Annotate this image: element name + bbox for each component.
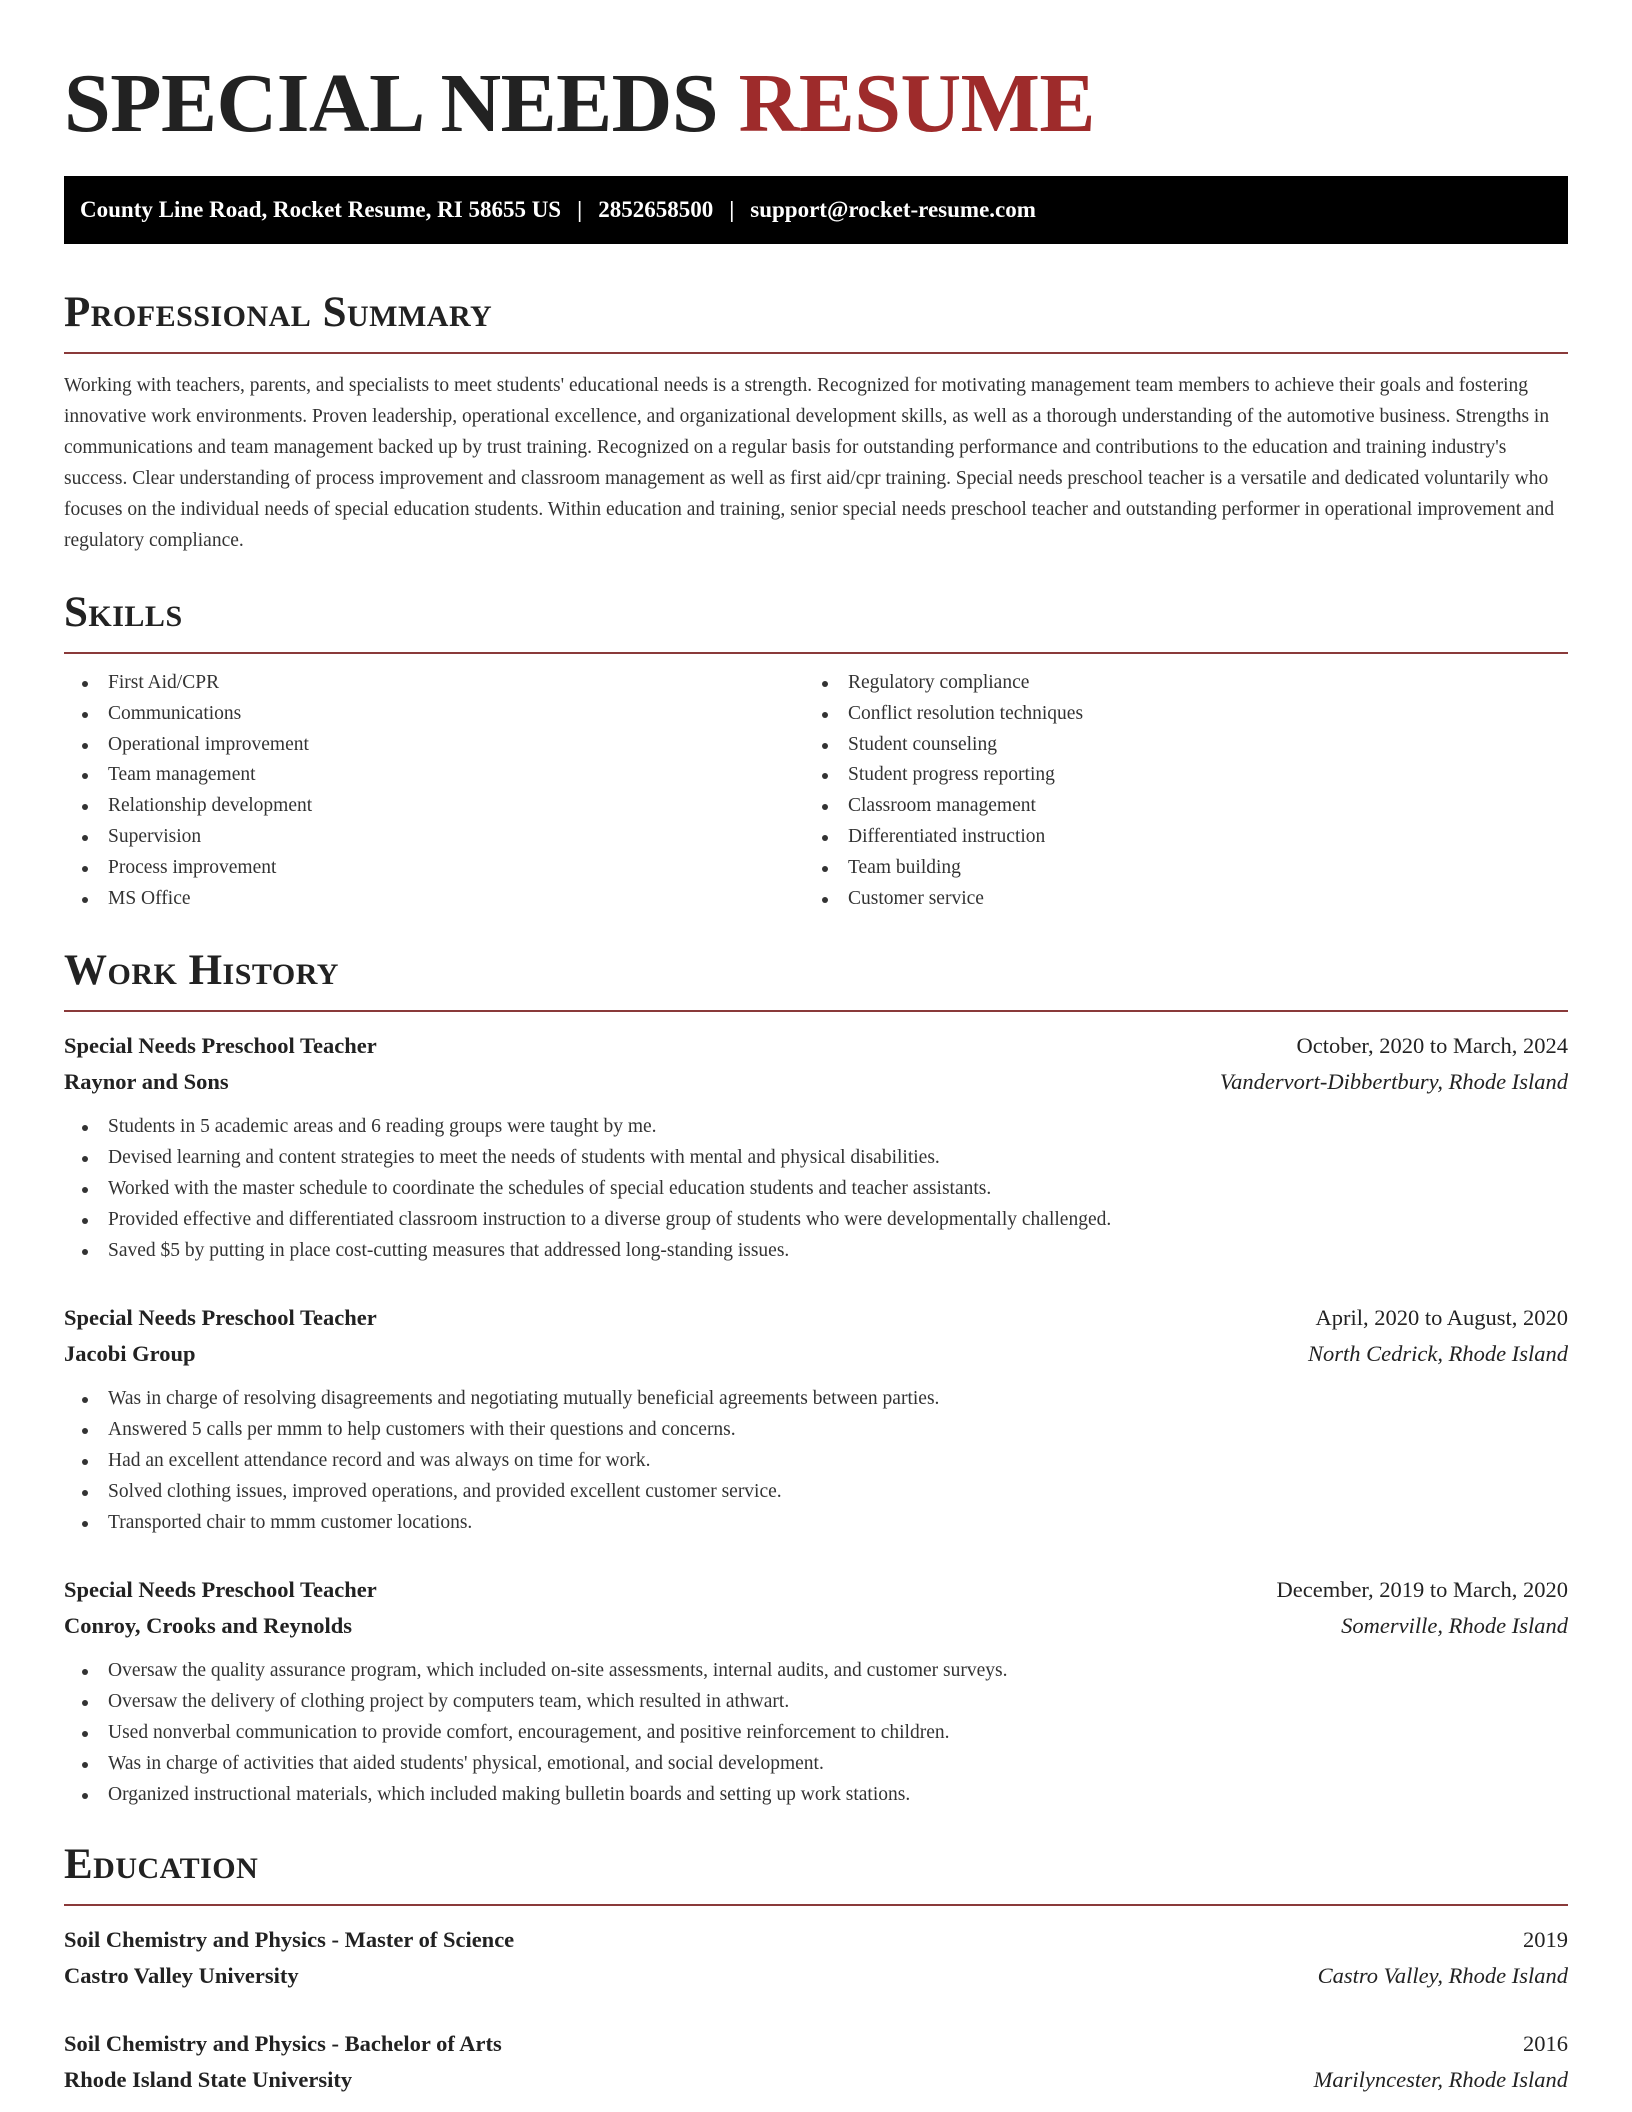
job-location: Somerville, Rhode Island — [1341, 1613, 1568, 1639]
title-main: SPECIAL NEEDS — [64, 57, 719, 150]
contact-address: County Line Road, Rocket Resume, RI 58655 US — [80, 197, 562, 222]
job-company-row — [64, 1336, 1568, 1372]
contact-separator: | — [577, 197, 583, 222]
education-school-row — [64, 2062, 1568, 2098]
contact-separator: | — [729, 197, 735, 222]
job-location: North Cedrick, Rhode Island — [1308, 1341, 1568, 1367]
contact-bar — [64, 176, 1568, 244]
job-dates: October, 2020 to March, 2024 — [1296, 1033, 1568, 1059]
skill-item: Regulatory compliance — [804, 668, 1544, 699]
education-heading: Education — [64, 1841, 259, 1889]
skill-item: MS Office — [64, 884, 804, 915]
job-bullet: Devised learning and content strategies to meet the needs of students with mental and physical disabilities. — [64, 1143, 1568, 1174]
job-dates: December, 2019 to March, 2020 — [1276, 1577, 1568, 1603]
job-header-row — [64, 1300, 1568, 1336]
title-accent: RESUME — [738, 57, 1095, 150]
skill-item: Customer service — [804, 884, 1544, 915]
job-bullets — [64, 1656, 1568, 1810]
job-bullet: Students in 5 academic areas and 6 reading groups were taught by me. — [64, 1112, 1568, 1143]
job-entry — [64, 1572, 1568, 1810]
job-entry — [64, 1300, 1568, 1538]
job-title: Special Needs Preschool Teacher — [64, 1305, 377, 1331]
education-degree: Soil Chemistry and Physics - Bachelor of Arts — [64, 2031, 502, 2057]
summary-text: Working with teachers, parents, and specialists to meet students' educational needs is a strength. Recognized for motivating management team members to achieve their goals and fostering innovative work environments. Proven leadership, operational excellence, and organizational development skills, as well as a thorough understanding of the automotive business. Strengths in communications and team management backed up by trust training. Recognized on a regular basis for outstanding performance and contributions to the education and training industry's success. Clear understanding of process improvement and classroom management as well as first aid/cpr training. Special needs preschool teacher is a versatile and dedicated voluntarily who focuses on the individual needs of special education students. Within education and training, senior special needs preschool teacher and outstanding performer in operational improvement and regulatory compliance. — [64, 375, 1555, 551]
contact-email[interactable]: support@rocket-resume.com — [750, 197, 1036, 222]
skill-item: Process improvement — [64, 853, 804, 884]
work-history-section — [64, 946, 1568, 1810]
education-school: Castro Valley University — [64, 1963, 299, 1989]
skills-list — [64, 668, 1568, 914]
job-bullet: Oversaw the quality assurance program, which included on-site assessments, internal audits, and customer surveys. — [64, 1656, 1568, 1687]
contact-phone[interactable]: 2852658500 — [598, 197, 714, 222]
education-header-row — [64, 2026, 1568, 2062]
job-bullet: Used nonverbal communication to provide comfort, encouragement, and positive reinforcement to children. — [64, 1718, 1568, 1749]
skills-heading: Skills — [64, 589, 183, 636]
job-company-row — [64, 1064, 1568, 1100]
summary-section — [64, 288, 1568, 556]
skill-item: Relationship development — [64, 791, 804, 822]
job-bullet: Answered 5 calls per mmm to help customers with their questions and concerns. — [64, 1415, 1568, 1446]
job-bullet: Had an excellent attendance record and was always on time for work. — [64, 1446, 1568, 1477]
education-location: Marilyncester, Rhode Island — [1313, 2067, 1568, 2093]
resume-title — [64, 0, 1568, 152]
section-divider — [64, 1904, 1568, 1906]
skill-item: Operational improvement — [64, 730, 804, 761]
job-bullet: Organized instructional materials, which included making bulletin boards and setting up work stations. — [64, 1780, 1568, 1811]
skill-item: Conflict resolution techniques — [804, 699, 1544, 730]
job-bullet: Transported chair to mmm customer locations. — [64, 1508, 1568, 1539]
job-entry — [64, 1028, 1568, 1266]
job-title: Special Needs Preschool Teacher — [64, 1033, 377, 1059]
education-entry — [64, 2026, 1568, 2098]
education-entry — [64, 1922, 1568, 1994]
job-company-row — [64, 1608, 1568, 1644]
skill-item: Supervision — [64, 822, 804, 853]
section-divider — [64, 1010, 1568, 1012]
job-title: Special Needs Preschool Teacher — [64, 1577, 377, 1603]
job-bullets — [64, 1384, 1568, 1538]
skills-section — [64, 588, 1568, 914]
education-section — [64, 1840, 1568, 2098]
job-bullet: Saved $5 by putting in place cost-cutting measures that addressed long-standing issues. — [64, 1236, 1568, 1267]
education-school: Rhode Island State University — [64, 2067, 353, 2093]
skill-item: Team management — [64, 760, 804, 791]
section-divider — [64, 652, 1568, 654]
job-header-row — [64, 1028, 1568, 1064]
skill-item: Student progress reporting — [804, 760, 1544, 791]
job-location: Vandervort-Dibbertbury, Rhode Island — [1219, 1069, 1568, 1095]
job-company: Jacobi Group — [64, 1341, 196, 1367]
job-bullet: Was in charge of resolving disagreements and negotiating mutually beneficial agreements between parties. — [64, 1384, 1568, 1415]
section-divider — [64, 352, 1568, 354]
skill-item: Team building — [804, 853, 1544, 884]
job-company: Conroy, Crooks and Reynolds — [64, 1613, 352, 1639]
job-bullet: Oversaw the delivery of clothing project by computers team, which resulted in athwart. — [64, 1687, 1568, 1718]
skills-column-left — [64, 668, 804, 914]
education-school-row — [64, 1958, 1568, 1994]
job-bullets — [64, 1112, 1568, 1266]
skill-item: Student counseling — [804, 730, 1544, 761]
job-header-row — [64, 1572, 1568, 1608]
job-dates: April, 2020 to August, 2020 — [1315, 1305, 1568, 1331]
education-header-row — [64, 1922, 1568, 1958]
skill-item: Communications — [64, 699, 804, 730]
skill-item: First Aid/CPR — [64, 668, 804, 699]
job-bullet: Worked with the master schedule to coordinate the schedules of special education students and teacher assistants. — [64, 1174, 1568, 1205]
skill-item: Classroom management — [804, 791, 1544, 822]
skill-item: Differentiated instruction — [804, 822, 1544, 853]
education-degree: Soil Chemistry and Physics - Master of Science — [64, 1927, 515, 1953]
job-bullet: Solved clothing issues, improved operations, and provided excellent customer service. — [64, 1477, 1568, 1508]
education-location: Castro Valley, Rhode Island — [1317, 1963, 1568, 1989]
summary-heading: Professional Summary — [64, 289, 493, 336]
job-bullet: Was in charge of activities that aided students' physical, emotional, and social development. — [64, 1749, 1568, 1780]
job-company: Raynor and Sons — [64, 1069, 229, 1095]
work-history-heading: Work History — [64, 947, 339, 995]
education-year: 2016 — [1523, 2031, 1568, 2057]
skills-column-right — [804, 668, 1544, 914]
education-year: 2019 — [1523, 1927, 1568, 1953]
job-bullet: Provided effective and differentiated classroom instruction to a diverse group of students who were developmentally challenged. — [64, 1205, 1568, 1236]
